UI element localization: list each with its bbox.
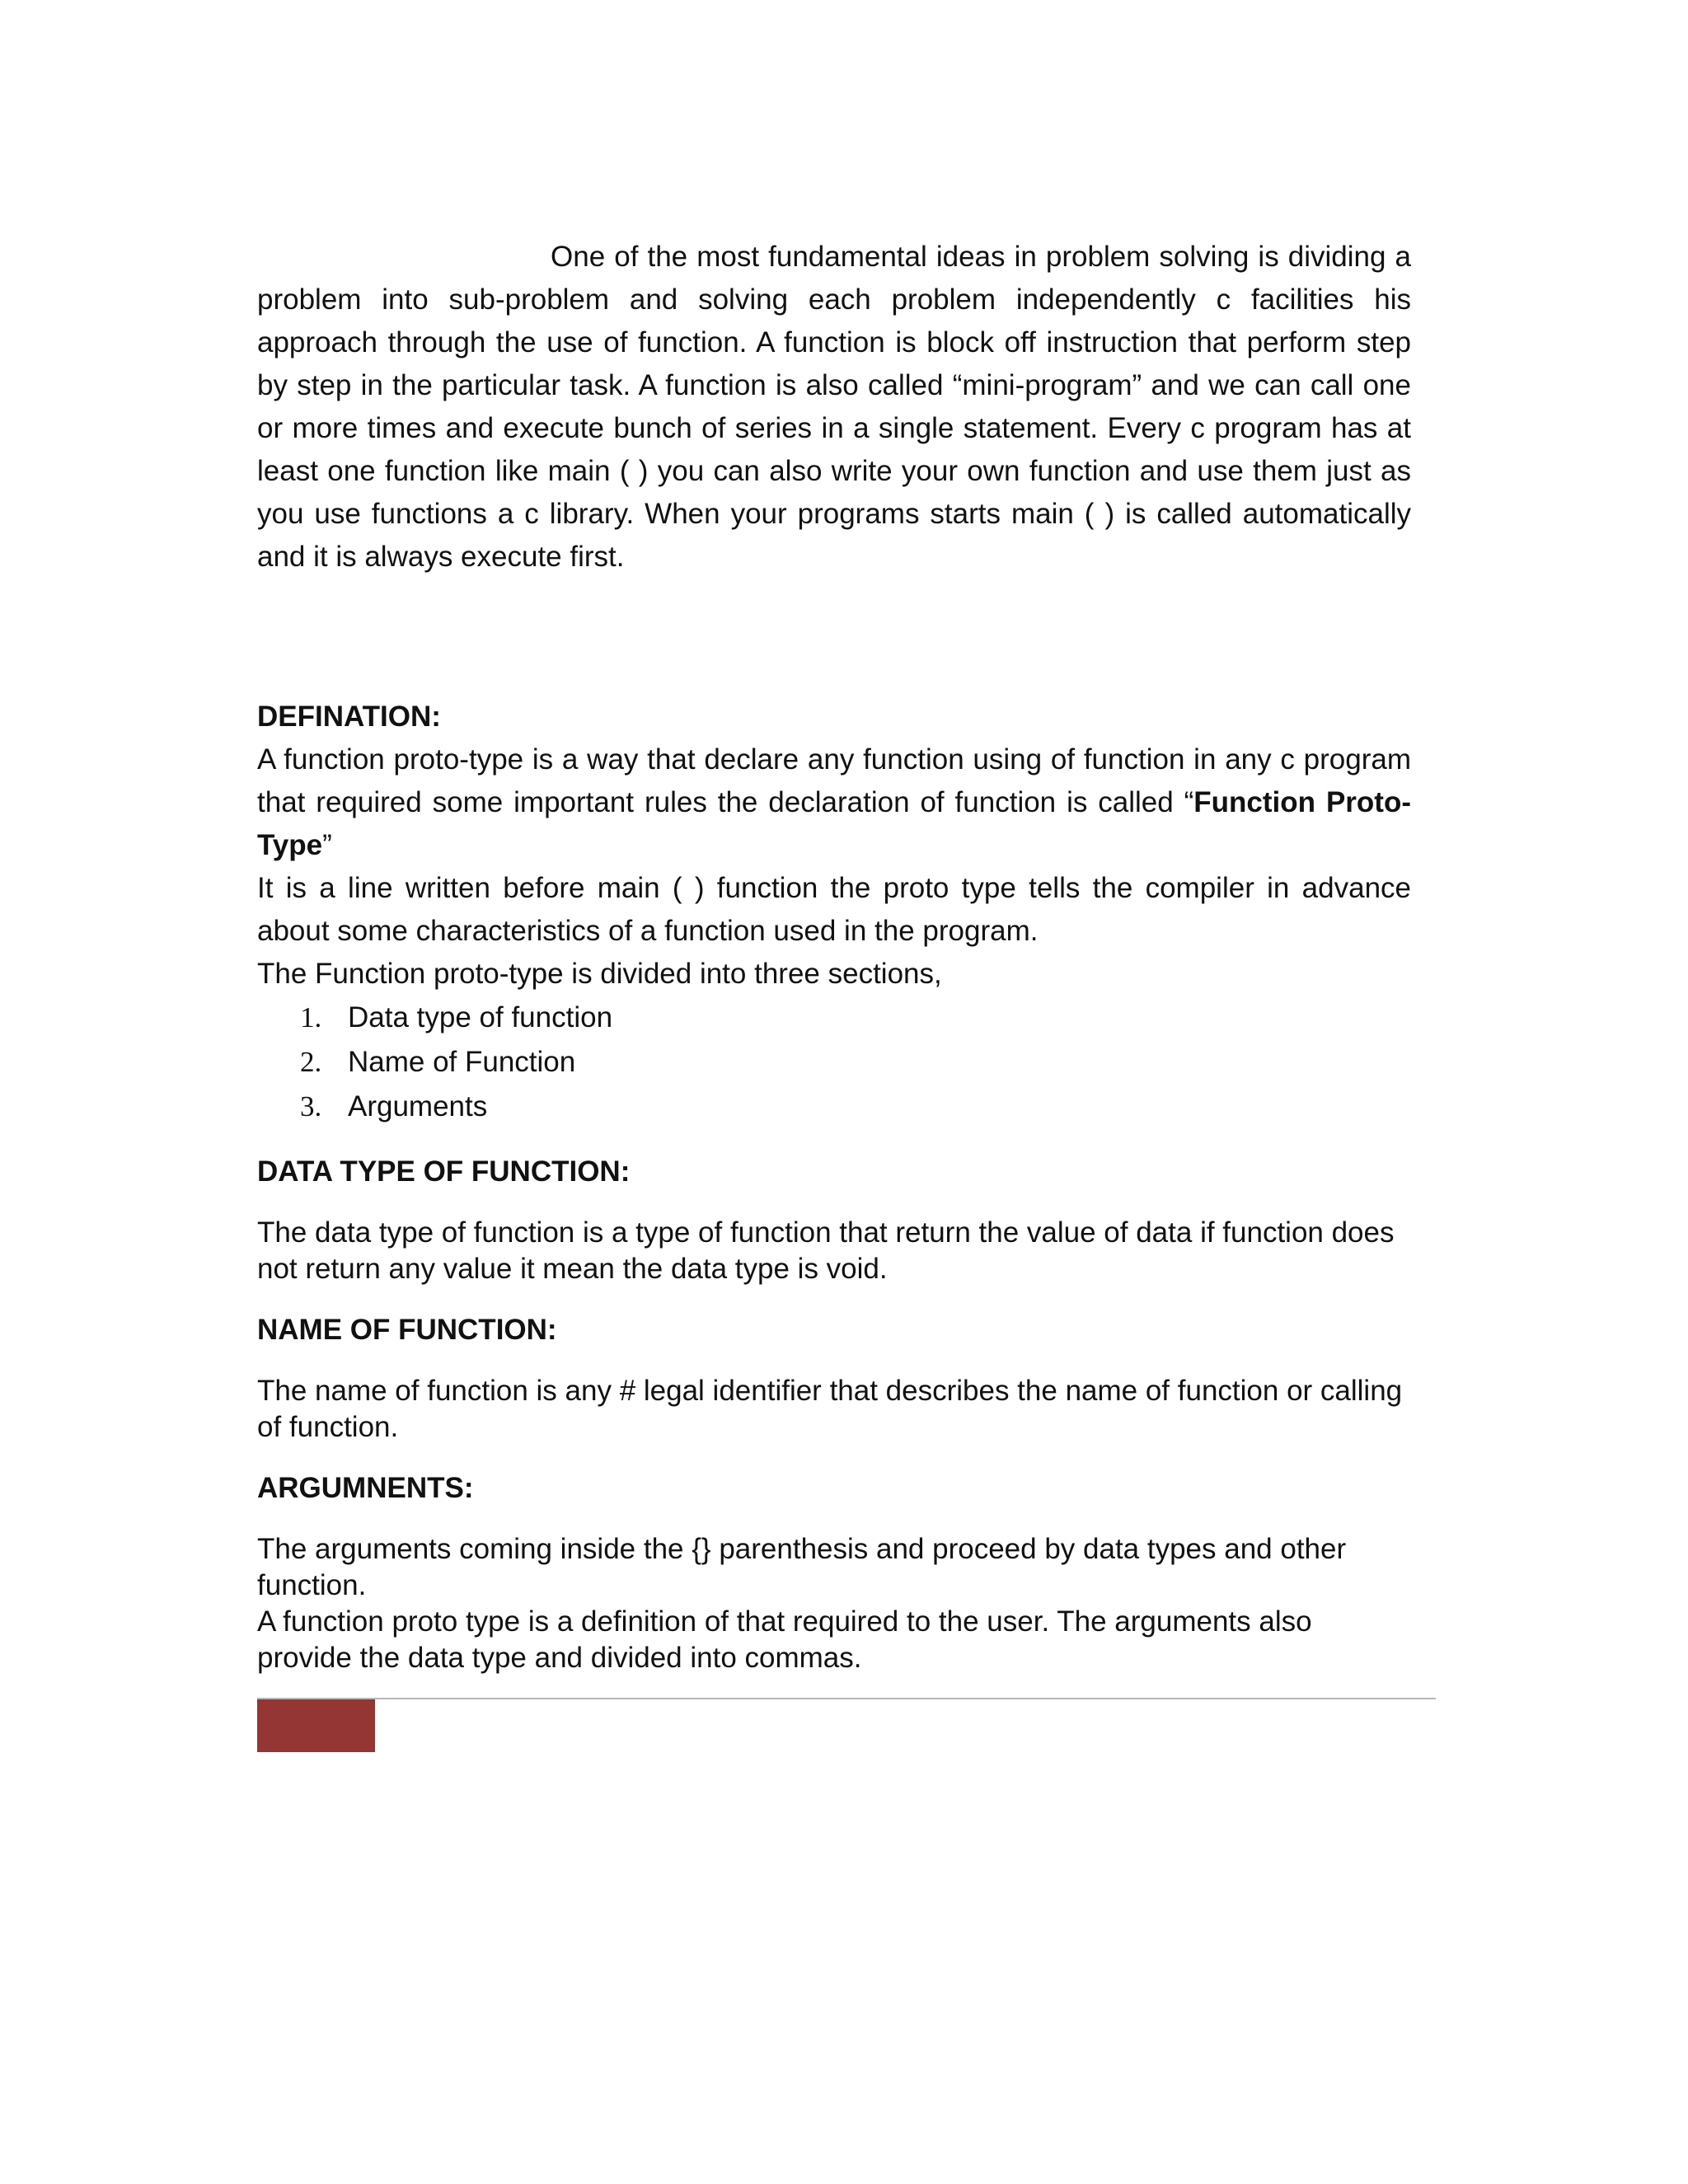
data-type-heading: DATA TYPE OF FUNCTION: <box>257 1155 631 1188</box>
definition-heading: DEFINATION: <box>257 701 441 733</box>
sections-list <box>257 996 1411 1129</box>
document-body <box>257 236 1411 1676</box>
footer-rule <box>257 1698 1436 1699</box>
list-item-label: Arguments <box>348 1090 488 1122</box>
data-type-paragraph: The data type of function is a type of function that return the value of data if function does not return any value it mean the data type is void. <box>257 1216 1395 1285</box>
spacer <box>257 1287 1411 1309</box>
definition-text: A function proto-type is a way that declare any function using of function in any c program that required some important rules the declaration of function is called “ <box>257 743 1411 818</box>
list-number: 2. <box>300 1046 322 1078</box>
prototype-description: It is a line written before main ( ) function the proto type tells the compiler in advance about some characteristics of a function used in the program. <box>257 872 1411 947</box>
list-item <box>257 996 1411 1040</box>
arguments-paragraph-2: A function proto type is a definition of that required to the user. The arguments also provide the data type and divided into commas. <box>257 1605 1312 1674</box>
arguments-heading: ARGUMNENTS: <box>257 1472 474 1504</box>
name-of-function-heading: NAME OF FUNCTION: <box>257 1314 557 1346</box>
definition-paragraph <box>257 738 1411 867</box>
list-number: 1. <box>300 1001 322 1033</box>
list-item-label: Name of Function <box>348 1046 576 1078</box>
definition-closing-quote: ” <box>322 829 332 861</box>
function-prototype-term: Function Proto-Type <box>257 786 1411 861</box>
spacer <box>257 1510 1411 1531</box>
footer-accent-block <box>257 1699 375 1752</box>
list-item <box>257 1085 1411 1129</box>
name-of-function-paragraph: The name of function is any # legal identifier that describes the name of function or calling of function. <box>257 1375 1403 1443</box>
intro-paragraph: One of the most fundamental ideas in problem solving is dividing a problem into sub-problem and solving each problem independently c facilities his approach through the use of function. A function is block off instruction that perform step by step in the particular task. A function is also called “mini-program” and we can call one or more times and execute bunch of series in a single statement. Every c program has at least one function like main ( ) you can also write your own function and use them just as you use functions a c library. When your programs starts main ( ) is called automatically and it is always execute first. <box>257 241 1411 573</box>
list-item <box>257 1040 1411 1085</box>
spacer <box>257 1129 1411 1151</box>
spacer <box>257 1446 1411 1467</box>
spacer <box>257 1193 1411 1215</box>
list-number: 3. <box>300 1090 322 1122</box>
sections-intro: The Function proto-type is divided into three sections, <box>257 958 942 990</box>
list-item-label: Data type of function <box>348 1001 613 1033</box>
spacer <box>257 579 1411 696</box>
arguments-paragraph: The arguments coming inside the {} parenthesis and proceed by data types and other function. <box>257 1533 1347 1601</box>
spacer <box>257 1352 1411 1373</box>
